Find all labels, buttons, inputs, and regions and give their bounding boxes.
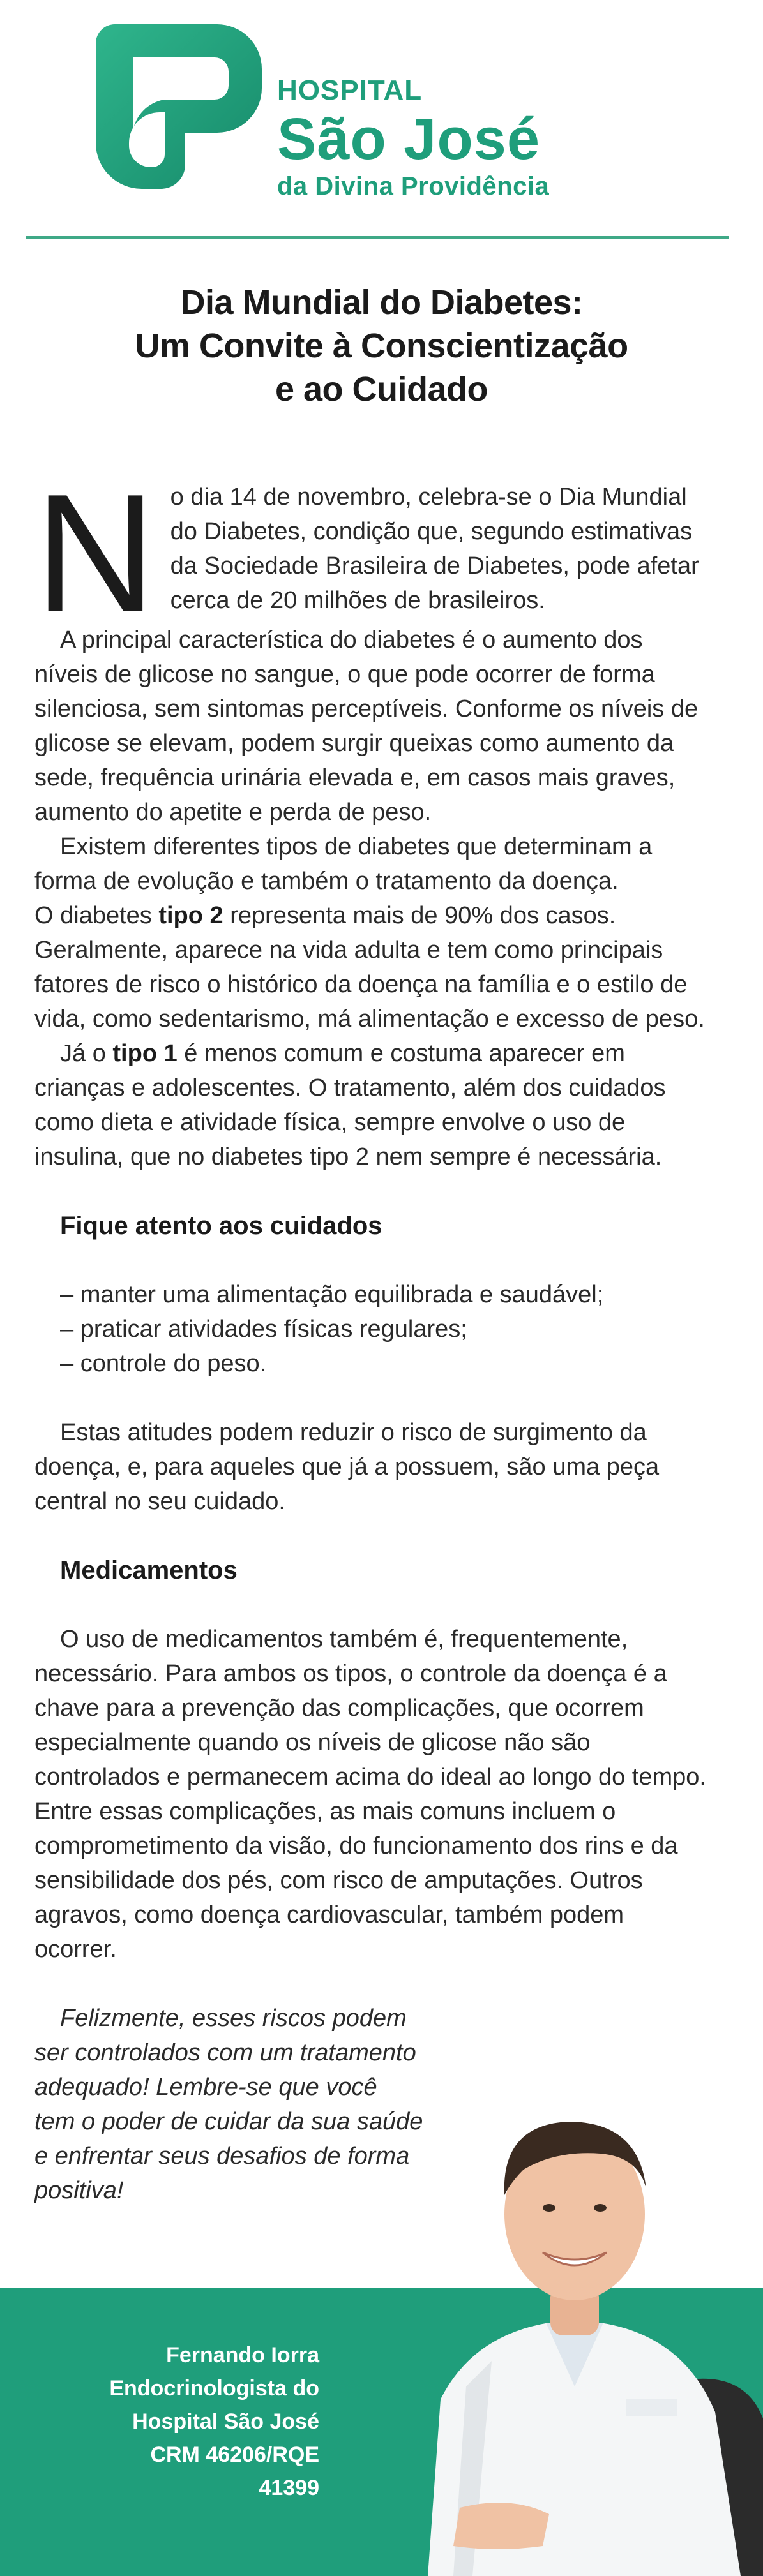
brand-subtitle: da Divina Providência (277, 172, 550, 200)
author-crm: CRM 46206/RQE (150, 2443, 319, 2467)
list-item: – manter uma alimentação equilibrada e saudável; (60, 1281, 604, 1308)
article-body (34, 459, 709, 2208)
paragraph-intro (34, 459, 709, 647)
section-heading-medication: Medicamentos (60, 1556, 238, 1584)
doctor-portrait (383, 2004, 763, 2576)
paragraph-characteristics: A principal característica do diabetes é o aumento dos níveis de glicose no sangue, o que pode ocorrer de forma silenciosa, sem sintomas perceptíveis. Conforme os níveis de glicose se elevam, podem surgir queixas como aumento da sede, frequência urinária elevada e, em casos mais graves, aumento do apetite e perda de peso. (34, 627, 699, 826)
section-heading-care: Fique atento aos cuidados (60, 1212, 382, 1240)
article-title (26, 281, 737, 411)
text-segment: representa mais de 90% dos casos. Geralmente, aparece na vida adulta e tem como principais fatores de risco o histórico da doença na família e o estilo de vida, como sedentarismo, má alimentação e excesso de peso. (34, 902, 705, 1032)
hospital-logo-icon (89, 18, 268, 194)
author-name: Fernando Iorra (166, 2343, 319, 2367)
brand-hospital-label: HOSPITAL (277, 75, 423, 106)
author-role: Endocrinologista do (109, 2376, 319, 2401)
paragraph-intro-text: o dia 14 de novembro, celebra-se o Dia Mundial do Diabetes, condição que, segundo estimativas da Sociedade Brasileira de Diabetes, pode afetar cerca de 20 milhões de brasileiros. (170, 484, 699, 614)
paragraph-medication: O uso de medicamentos também é, frequentemente, necessário. Para ambos os tipos, o controle da doença é a chave para a prevenção das complicações, que ocorrem especialmente quando os níveis de glicose não são controlados e permanecem acima do ideal ao longo do tempo. Entre essas complicações, as mais comuns incluem o comprometimento da visão, do funcionamento dos rins e da sensibilidade dos pés, com risco de amputações. Outros agravos, como doença cardiovascular, também podem ocorrer. (34, 1626, 706, 1963)
hospital-brand (277, 77, 549, 199)
paragraph-type1 (34, 1036, 709, 1174)
header-divider (26, 236, 729, 239)
list-item: – controle do peso. (60, 1350, 267, 1377)
author-signature (70, 2339, 319, 2505)
paragraph-attitudes: Estas atitudes podem reduzir o risco de surgimento da doença, e, para aqueles que já a possuem, são uma peça central no seu cuidado. (34, 1419, 660, 1515)
emphasis-type2: tipo 2 (158, 902, 223, 929)
closing-message: Felizmente, esses riscos podem ser controlados com um tratamento adequado! Lembre-se que você tem o poder de cuidar da sua saúde e enfrentar seus desafios de forma positiva! (34, 2005, 423, 2204)
emphasis-type1: tipo 1 (112, 1040, 178, 1067)
paragraph-type2 (34, 898, 709, 1036)
text-segment: Já o (60, 1040, 113, 1067)
paragraph-types: Existem diferentes tipos de diabetes que determinam a forma de evolução e também o tratamento da doença. (34, 833, 653, 895)
text-segment: é menos comum e costuma aparecer em crianças e adolescentes. O tratamento, além dos cuidados como dieta e atividade física, sempre envolve o uso de insulina, que no diabetes tipo 2 nem sempre é necessária. (34, 1040, 666, 1170)
text-segment: O diabetes (34, 902, 159, 929)
author-rqe: 41399 (259, 2476, 319, 2500)
list-item: – praticar atividades físicas regulares; (60, 1316, 467, 1343)
brand-name: São José (277, 107, 540, 172)
title-line-2: Um Convite à Conscientização (135, 327, 628, 365)
author-hospital: Hospital São José (132, 2409, 319, 2434)
title-line-1: Dia Mundial do Diabetes: (180, 283, 583, 322)
title-line-3: e ao Cuidado (275, 370, 488, 408)
drop-cap: N (34, 459, 156, 647)
